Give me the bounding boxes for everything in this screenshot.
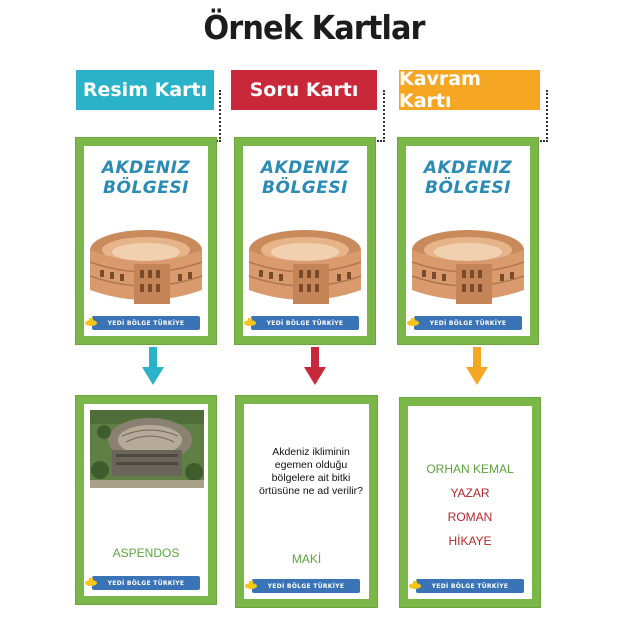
- header-resim-karti: [76, 70, 214, 110]
- colosseum-illustration: [86, 212, 206, 312]
- question-line: Akdeniz ikliminin: [272, 446, 350, 458]
- card-front-kavram: [398, 138, 538, 344]
- card-front-resim: [76, 138, 216, 344]
- connector-line: [213, 90, 221, 142]
- connector-line: [540, 90, 548, 142]
- brand-banner-label: YEDİ BÖLGE TÜRKİYE: [107, 319, 185, 327]
- arrow-down-icon: [304, 347, 326, 385]
- lamp-icon: [243, 317, 257, 327]
- question-line: örtüsüne ne ad verilir?: [259, 485, 363, 497]
- lamp-icon: [408, 580, 422, 590]
- header-label: Resim Kartı: [82, 79, 208, 101]
- answer-text: ASPENDOS: [112, 546, 180, 560]
- region-title-line2: BÖLGESI: [425, 178, 511, 198]
- brand-banner: [92, 316, 200, 330]
- brand-banner: [416, 579, 524, 593]
- brand-banner-label: YEDİ BÖLGE TÜRKİYE: [431, 582, 509, 590]
- arrow-down-icon: [466, 347, 488, 385]
- question-text: [256, 446, 366, 498]
- concept-item: ROMAN: [447, 510, 493, 524]
- lamp-icon: [84, 577, 98, 587]
- answer-text: MAKİ: [291, 552, 322, 566]
- brand-banner-label: YEDİ BÖLGE TÜRKİYE: [267, 582, 345, 590]
- brand-banner: [414, 316, 522, 330]
- lamp-icon: [406, 317, 420, 327]
- card-back-resim: [76, 396, 216, 604]
- brand-banner-label: YEDİ BÖLGE TÜRKİYE: [429, 319, 507, 327]
- header-kavram-karti: [399, 70, 540, 110]
- question-line: egemen olduğu: [274, 459, 348, 471]
- lamp-icon: [244, 580, 258, 590]
- brand-banner: [251, 316, 359, 330]
- region-title-line2: BÖLGESI: [103, 178, 189, 198]
- page-title: Örnek Kartlar: [203, 8, 425, 47]
- brand-banner: [252, 579, 360, 593]
- concept-item: HİKAYE: [448, 534, 492, 548]
- brand-banner: [92, 576, 200, 590]
- aspendos-photo: [90, 410, 204, 488]
- connector-line: [377, 90, 385, 142]
- question-line: bölgelere ait bitki: [271, 472, 351, 484]
- concept-item: ORHAN KEMAL: [426, 462, 514, 476]
- brand-banner-label: YEDİ BÖLGE TÜRKİYE: [266, 319, 344, 327]
- header-label: Kavram Kartı: [399, 68, 481, 112]
- arrow-down-icon: [142, 347, 164, 385]
- colosseum-illustration: [245, 212, 365, 312]
- concept-item: YAZAR: [450, 486, 490, 500]
- region-title-line1: AKDENIZ: [423, 158, 513, 178]
- region-title-line1: AKDENIZ: [260, 158, 350, 178]
- header-label: Soru Kartı: [249, 79, 359, 101]
- header-soru-karti: [231, 70, 377, 110]
- brand-banner-label: YEDİ BÖLGE TÜRKİYE: [107, 579, 185, 587]
- card-back-soru: [236, 396, 377, 607]
- card-back-kavram: [400, 398, 540, 607]
- region-title-line1: AKDENIZ: [101, 158, 191, 178]
- region-title-line2: BÖLGESI: [262, 178, 348, 198]
- card-front-soru: [235, 138, 375, 344]
- lamp-icon: [84, 317, 98, 327]
- colosseum-illustration: [408, 212, 528, 312]
